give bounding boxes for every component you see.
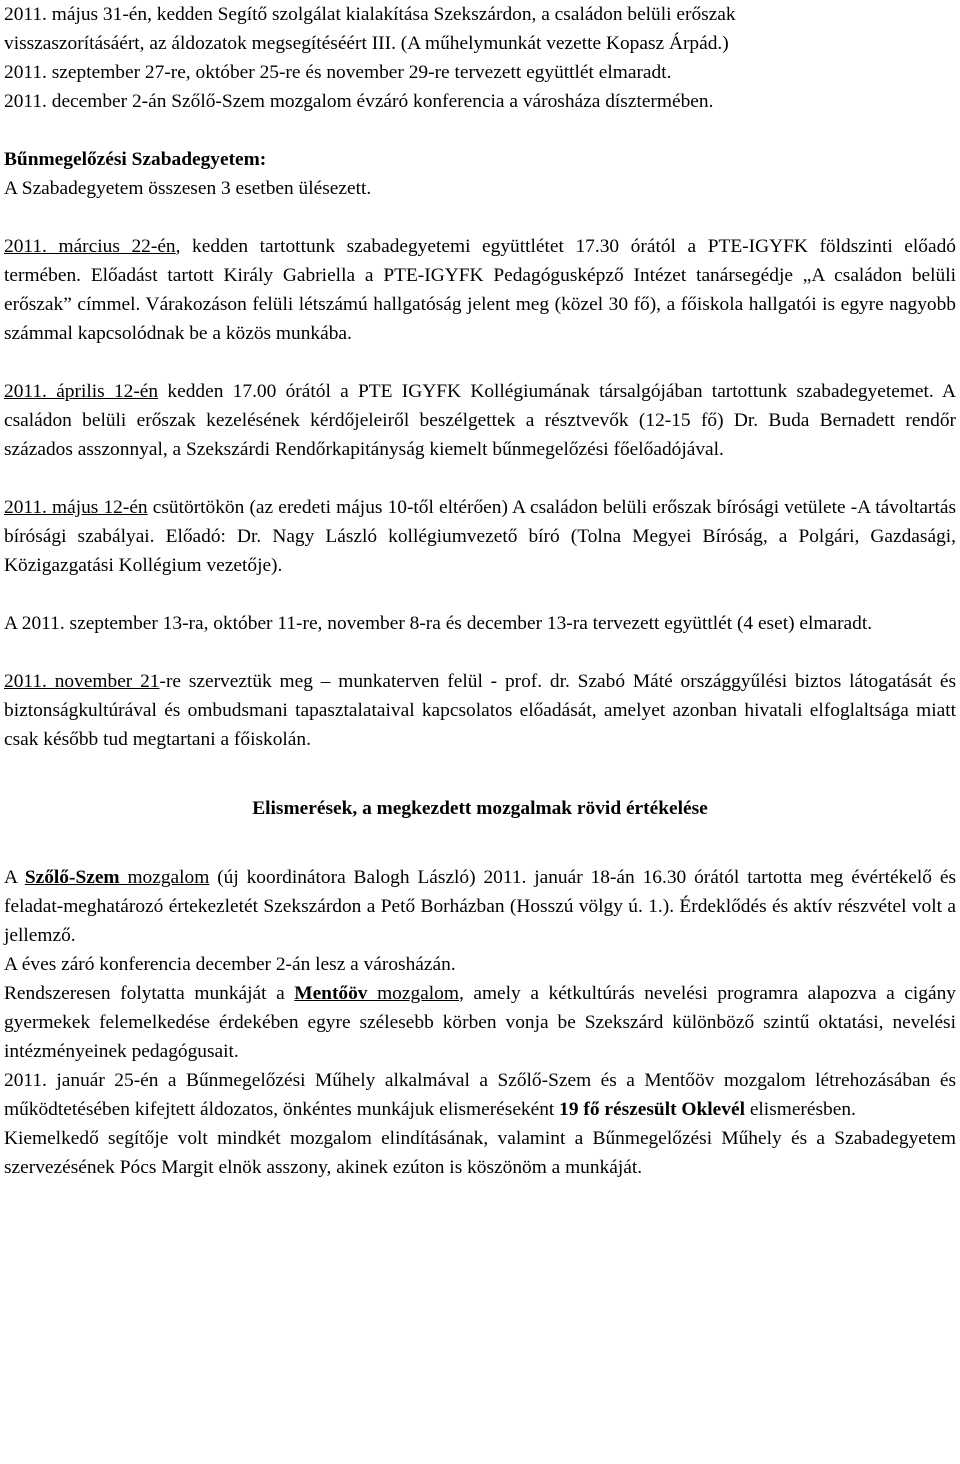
date-underlined: 2011. november 21 (4, 671, 160, 692)
date-underlined: 2011. április 12-én (4, 381, 159, 402)
intro-event-list (4, 0, 956, 116)
paragraph-text: (új koordinátora Balogh László) 2011. január 18-án 16.30 órától tartotta meg évértékelő és feladat-meghatározó értekezletét Szekszárdon a Pető Borházban (Hosszú völgy ú. 1.). Érdeklődés és aktív részvétel volt a jellemző. (4, 867, 957, 946)
paragraph-kiemelkedo: Kiemelkedő segítője volt mindkét mozgalom elindításának, valamint a Bűnmegelőzési Műhely és a Szabadegyetem szervezésének Pócs Margit elnök asszony, akinek ezúton is köszönöm a munkáját. (4, 1128, 956, 1178)
section-heading-szabadegyetem: Bűnmegelőzési Szabadegyetem: (4, 149, 267, 170)
paragraph-text: elismerésben. (744, 1099, 856, 1120)
movement-name-szoloszem: Szőlő-Szem (24, 867, 120, 888)
paragraph-majus (4, 493, 956, 580)
paragraph-text: Rendszeresen folytatta munkáját a (4, 983, 295, 1004)
spacer (4, 580, 956, 609)
spacer (4, 754, 956, 794)
event-line: visszaszorításáért, az áldozatok megsegítéséért III. (A műhelymunkát vezette Kopasz Árpád.) (4, 33, 729, 54)
szabadegyetem-summary: A Szabadegyetem összesen 3 esetben ülésezett. (4, 178, 372, 199)
paragraph-november (4, 667, 956, 754)
paragraph-mentoov (4, 979, 956, 1066)
paragraph-text: -re szerveztük meg – munkaterven felül - prof. dr. Szabó Máté országgyűlési biztos látogatását és biztonságkultúrával és ombudsmani tapasztalataival kapcsolatos előadását, amelyet azonban hivatali elfoglaltsága miatt csak később tud megtartani a főiskolán. (4, 671, 957, 750)
paragraph-text: kedden 17.00 órától a PTE IGYFK Kollégiumának társalgójában tartottunk szabadegyetemet. A családon belüli erőszak kezelésének kérdőjeleiről beszélgettek a résztvevők (12-15 fő) Dr. Buda Bernadett rendőr százados asszonnyal, a Szekszárdi Rendőrkapitányság kiemelt bűnmegelőzési főelőadójával. (4, 381, 956, 460)
event-line: 2011. május 31-én, kedden Segítő szolgálat kialakítása Szekszárdon, a családon belüli erőszak (4, 4, 736, 25)
movement-word: mozgalom (367, 983, 459, 1004)
spacer (4, 823, 956, 863)
paragraph-text: csütörtökön (az eredeti május 10-től eltérően) A családon belüli erőszak bírósági vetülete -A távoltartás bírósági szabályai. Előadó: Dr. Nagy László kollégiumvezető bíró (Tolna Megyei Bíróság, a Polgári, Gazdasági, Közigazgatási Kollégium vezetője). (4, 497, 956, 576)
date-underlined: 2011. május 12-én (4, 497, 148, 518)
paragraph-text: A (4, 867, 25, 888)
spacer (4, 203, 956, 232)
date-underlined: 2011. március 22-én (4, 236, 176, 257)
paragraph-text: 2011. január 25-én a Bűnmegelőzési Műhely alkalmával a Szőlő-Szem és a Mentőöv mozgalom létrehozásában és működtetésében kifejtett áldozatos, önkéntes munkájuk elismeréseként (4, 1070, 956, 1120)
spacer (4, 116, 956, 145)
spacer (4, 638, 956, 667)
paragraph-konferencia: A éves záró konferencia december 2-án lesz a városházán. (4, 954, 456, 975)
paragraph-marcius (4, 232, 956, 348)
event-line: 2011. december 2-án Szőlő-Szem mozgalom évzáró konferencia a városháza dísztermében. (4, 91, 714, 112)
section-heading-elismeresek: Elismerések, a megkezdett mozgalmak rövid értékelése (252, 798, 708, 819)
paragraph-szeptember: A 2011. szeptember 13-ra, október 11-re, november 8-ra és december 13-ra tervezett együttlét (4 eset) elmaradt. (4, 613, 873, 634)
paragraph-aprilis (4, 377, 956, 464)
paragraph-text: , kedden tartottunk szabadegyetemi együttlétet 17.30 órától a PTE-IGYFK földszinti előadó termében. Előadást tartott Király Gabriella a PTE-IGYFK Pedagógusképző Intézet tanársegédje „A családon belüli erőszak” címmel. Várakozáson felüli létszámú hallgatóság jelent meg (közel 30 fő), a főiskola hallgatói is egyre nagyobb számmal kapcsolódnak be a közös munkába. (4, 236, 956, 344)
movement-name-mentoov: Mentőöv (294, 983, 368, 1004)
movement-word: mozgalom (119, 867, 210, 888)
spacer (4, 348, 956, 377)
paragraph-text: , amely a kétkultúrás nevelési programra alapozva a cigány gyermekek felemelkedése érdekében egyre szélesebb körben vonja be Szekszárd különböző szintű oktatási, nevelési intézményeinek pedagógusait. (4, 983, 957, 1062)
paragraph-januar (4, 1066, 956, 1124)
paragraph-szoloszem (4, 863, 956, 950)
spacer (4, 464, 956, 493)
event-line: 2011. szeptember 27-re, október 25-re és november 29-re tervezett együttlét elmaradt. (4, 62, 672, 83)
award-highlight: 19 fő részesült Oklevél (559, 1099, 745, 1120)
